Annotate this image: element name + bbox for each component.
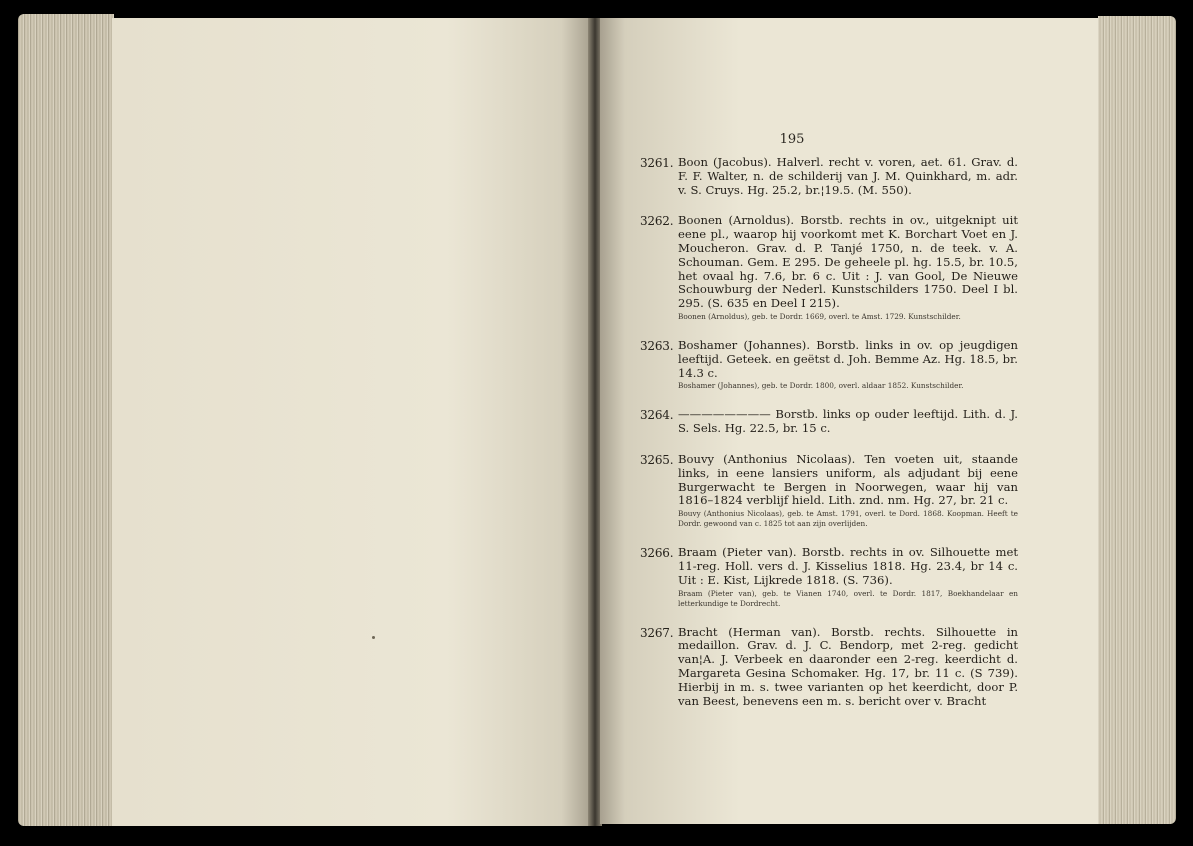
entry-text: Bracht (Herman van). Borstb. rechts. Silhouette in medaillon. Grav. d. J. C. Bendorp, met 2-reg. gedicht van¦A. J. Verbeek en daaronder een 2-reg. keerdicht d. Margareta Gesina Schomaker. Hg. 17, br. 11 c. (S 739). Hierbij in m. s. twee varianten op het keerdicht, door P. van Beest, benevens een m. s. bericht over v. Bracht (678, 624, 1018, 708)
right-page-edges (1098, 16, 1176, 824)
catalogue-entry (640, 155, 1018, 197)
left-page-edges (18, 14, 114, 826)
entry-note: Boshamer (Johannes), geb. te Dordr. 1800, overl. aldaar 1852. Kunstschilder. (678, 381, 964, 391)
entry-text: Boon (Jacobus). Halverl. recht v. voren, aet. 61. Grav. d. F. F. Walter, n. de schilderij van J. M. Quinkhard, m. adr. v. S. Cruys. Hg. 25.2, br.¦19.5. (M. 550). (678, 155, 1018, 197)
entry-text: Boonen (Arnoldus). Borstb. rechts in ov., uitgeknipt uit eene pl., waarop hij voorkomt met K. Borchart Voet en J. Moucheron. Grav. d. P. Tanjé 1750, n. de teek. v. A. Schouman. Gem. E 295. De geheele pl. hg. 15.5, br. 10.5, het ovaal hg. 7.6, br. 6 c. Uit : J. van Gool, De Nieuwe Schouwburg der Nederl. Kunstschilders 1750. Deel I bl. 295. (S. 635 en Deel I 215). (678, 213, 1018, 311)
entry-number: 3264. (640, 408, 674, 423)
catalogue-entry (640, 451, 1018, 529)
entry-number: 3262. (640, 214, 674, 229)
entry-number: 3267. (640, 625, 674, 640)
left-page-blank (112, 18, 590, 826)
entry-number: 3261. (640, 156, 674, 170)
page-number: 195 (779, 132, 805, 147)
entry-text: Boshamer (Johannes). Borstb. links in ov. op jeugdigen leeftijd. Geteek. en geëtst d. Joh. Bemme Az. Hg. 18.5, br. 14.3 c. (678, 337, 1018, 380)
entry-note: Braam (Pieter van), geb. te Vianen 1740, overl. te Dordr. 1817, Boekhandelaar en letterkundige te Dordrecht. (678, 588, 1018, 608)
entry-note: Boonen (Arnoldus), geb. te Dordr. 1669, overl. te Amst. 1729. Kunstschilder. (678, 311, 961, 321)
catalogue-entries (640, 155, 1018, 725)
entry-text: Braam (Pieter van). Borstb. rechts in ov. Silhouette met 11-reg. Holl. vers d. J. Kisselius 1818. Hg. 23.4, br 14 c. Uit : E. Kist, Lijkrede 1818. (S. 736). (678, 545, 1018, 587)
entry-number: 3266. (640, 546, 674, 561)
entry-text: Bouvy (Anthonius Nicolaas). Ten voeten uit, staande links, in eene lansiers uniform, als adjudant bij eene Burgerwacht te Bergen in Noorwegen, waar hij van 1816–1824 verblijf hield. Lith. znd. nm. Hg. 27, br. 21 c. (678, 451, 1018, 508)
catalogue-entry (640, 407, 1018, 436)
catalogue-entry (640, 624, 1018, 709)
paper-speck (372, 636, 375, 639)
entry-note: Bouvy (Anthonius Nicolaas), geb. te Amst. 1791, overl. te Dord. 1868. Koopman. Heeft te Dordr. gewoond van c. 1825 tot aan zijn overlijden. (678, 509, 1018, 529)
catalogue-entry (640, 545, 1018, 608)
catalogue-entry (640, 213, 1018, 322)
entry-text: ———————— Borstb. links op ouder leeftijd. Lith. d. J. S. Sels. Hg. 22.5, br. 15 c. (678, 407, 1018, 436)
entry-number: 3263. (640, 338, 674, 353)
entry-number: 3265. (640, 452, 674, 467)
catalogue-entry (640, 337, 1018, 391)
